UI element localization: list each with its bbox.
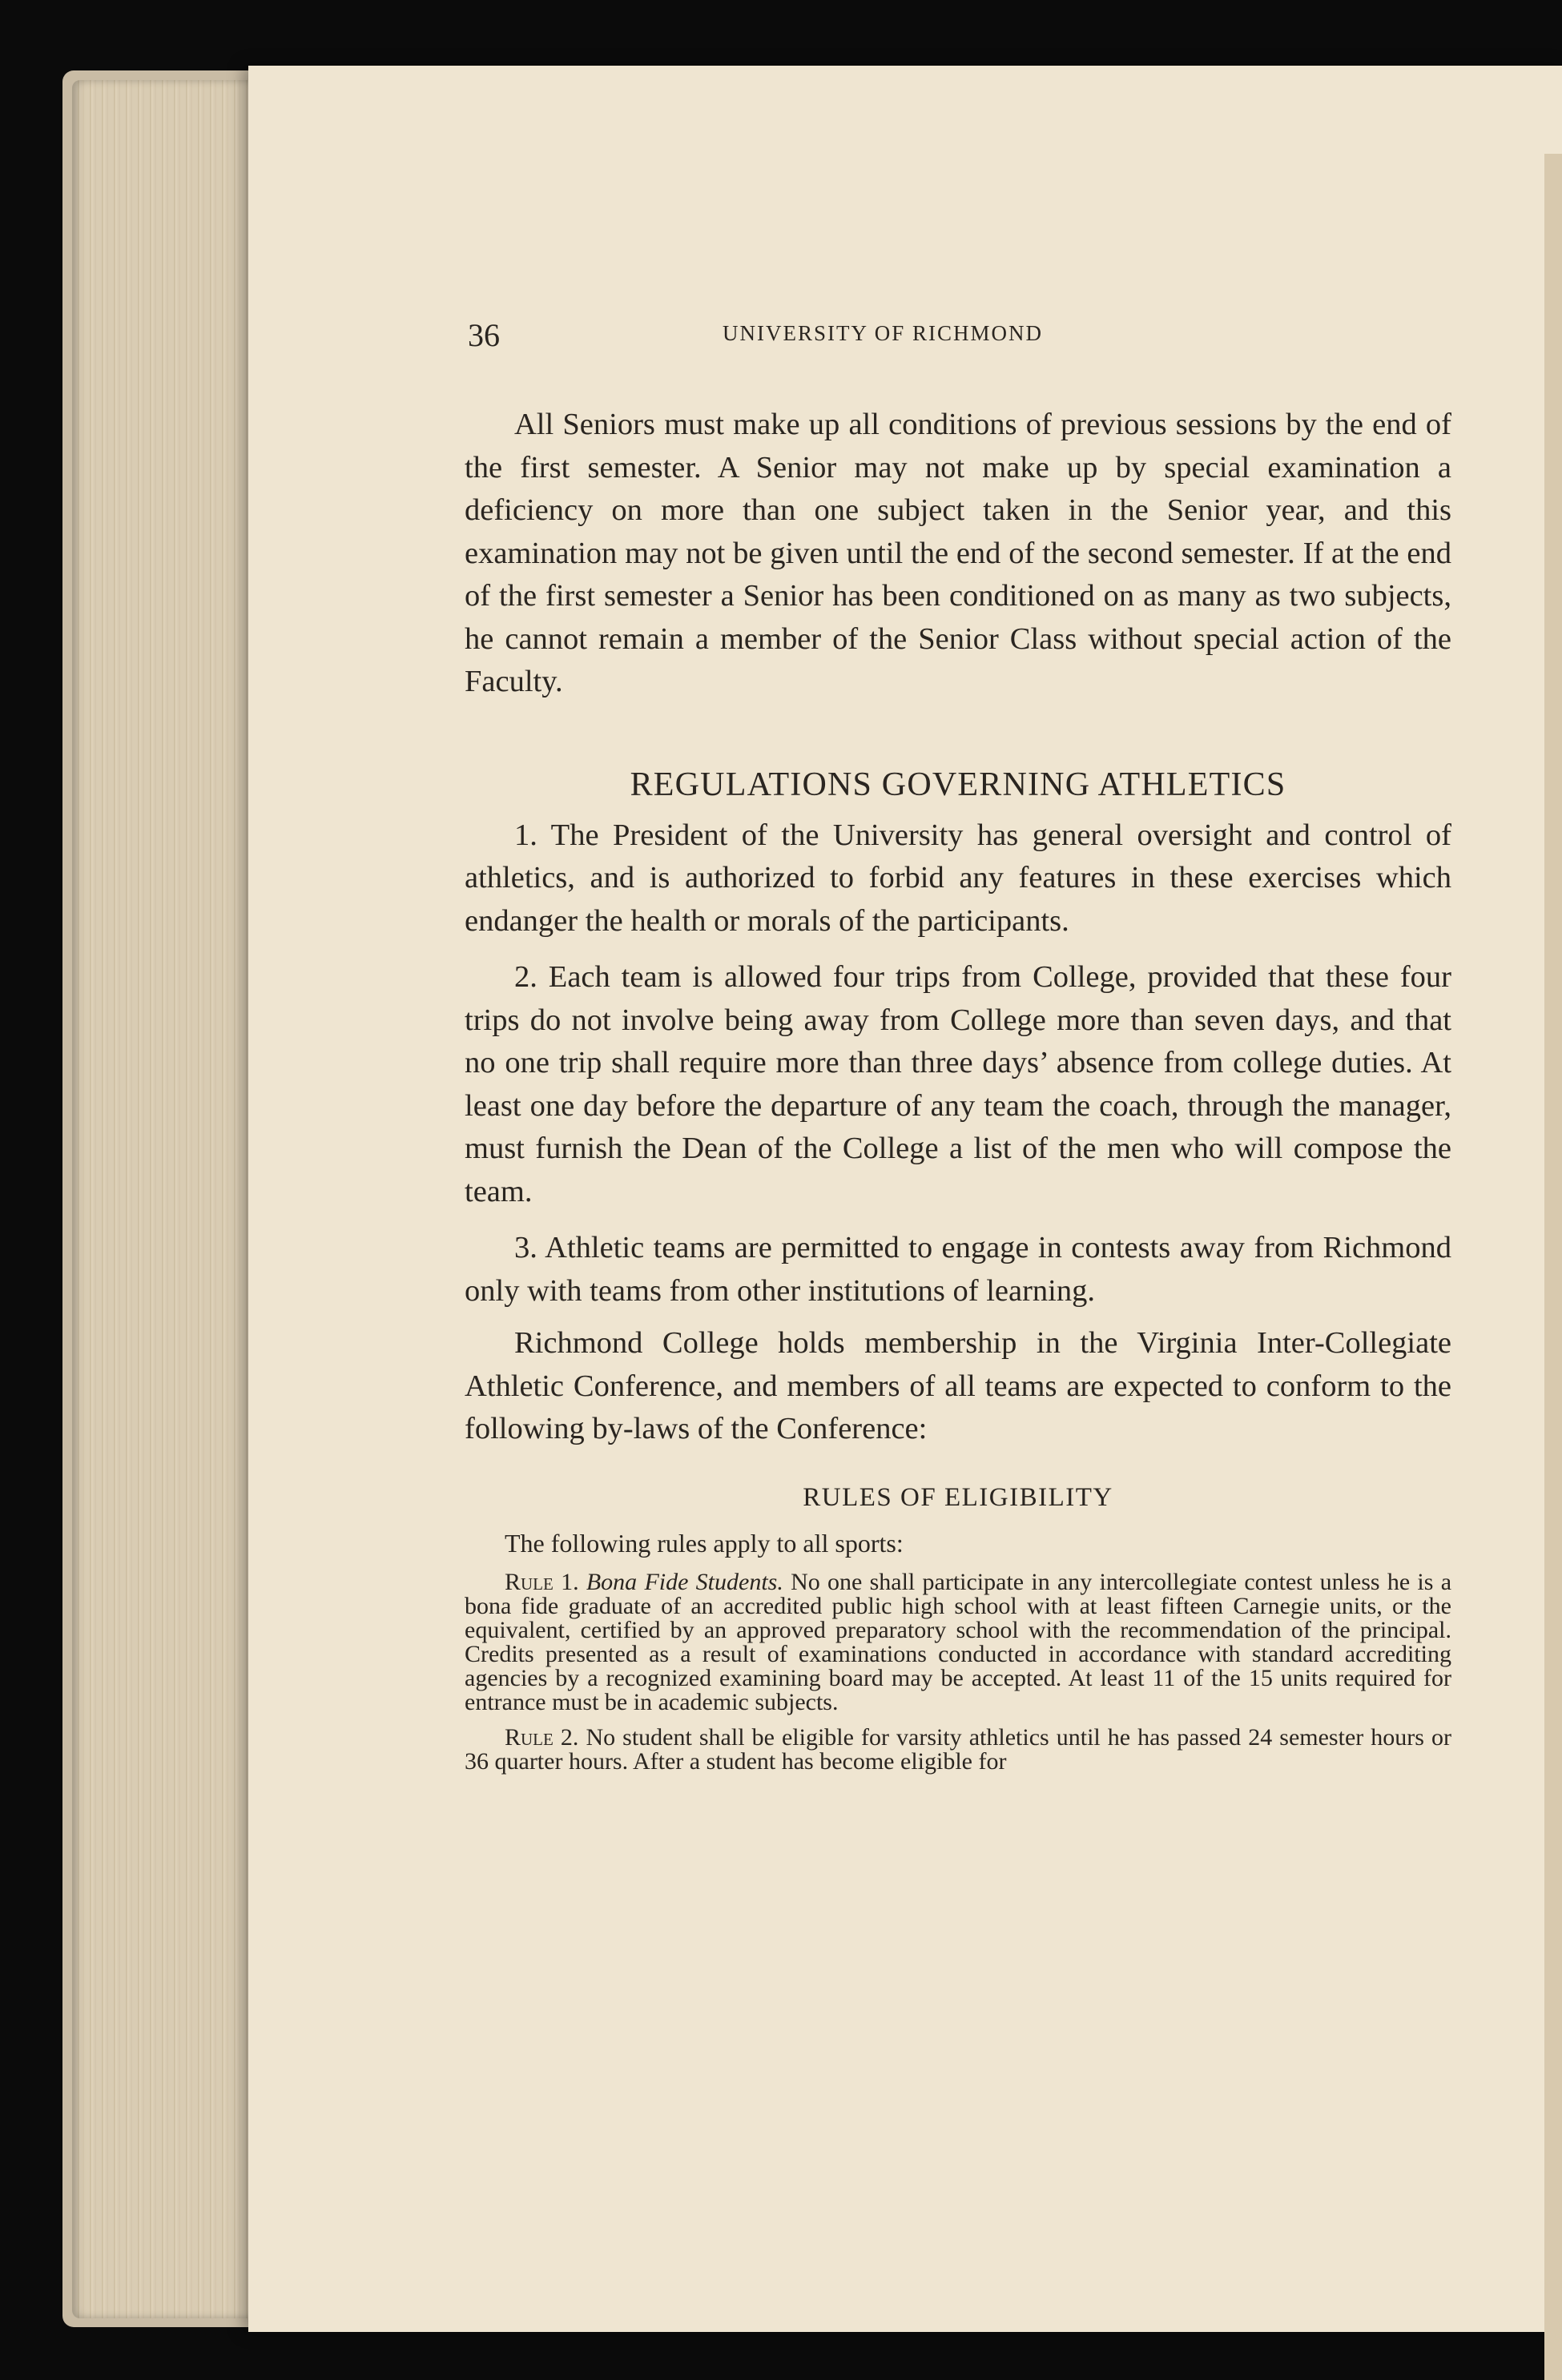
rule-1 xyxy=(465,1570,1451,1715)
rule-1-label: Rule 1. xyxy=(505,1568,579,1595)
running-header-title: UNIVERSITY OF RICHMOND xyxy=(723,321,1044,345)
section-heading: REGULATIONS GOVERNING ATHLETICS xyxy=(630,766,1286,803)
page-edges xyxy=(72,80,264,2318)
subheading-eligibility: RULES OF ELIGIBILITY xyxy=(803,1482,1113,1512)
page-gutter-edge xyxy=(1544,154,1562,2380)
page-content xyxy=(465,316,1451,1774)
rule-2 xyxy=(465,1723,1452,1775)
running-head xyxy=(465,316,1451,364)
rule-2-text: No student shall be eligible for varsity athletics until he has passed 24 semester hours or 36 quarter hours. After a student has become eligible for xyxy=(465,1723,1452,1775)
paragraph-senior-conditions: All Seniors must make up all conditions of previous sessions by the end of the first semester. A Senior may not make up by special examination a deficiency on more than one subject taken in the Senior year, and this examination may not be given until the end of the second semester. If at the end of the first semester a Senior has been conditioned on as many as two subjects, he cannot remain a member of the Senior Class without special action of the Faculty. xyxy=(465,408,1451,698)
rules-intro: The following rules apply to all sports: xyxy=(505,1528,904,1558)
page-number: 36 xyxy=(468,317,500,353)
regulation-item-3: 3. Athletic teams are permitted to engage in contests away from Richmond only with teams from other institutions of learning. xyxy=(465,1231,1451,1308)
paragraph-conference: Richmond College holds membership in the Virginia Inter-Collegiate Athletic Conference, and members of all teams are expected to conform to the following by-laws of the Conference: xyxy=(465,1326,1451,1445)
rule-1-text: No one shall participate in any intercollegiate contest unless he is a bona fide graduate of an accredited public high school with at least fifteen Carnegie units, or the equivalent, certified by an approved preparatory school with the recommendation of the principal. Credits presented as a result of examinations conducted in accordance with standard accrediting agencies by a recognized examining board may be accepted. At least 11 of the 15 units required for entrance must be in academic subjects. xyxy=(465,1568,1452,1715)
regulation-item-2: 2. Each team is allowed four trips from College, provided that these four trips do not involve being away from College more than seven days, and that no one trip shall require more than three days’ absence from college duties. At least one day before the departure of any team the coach, through the manager, must furnish the Dean of the College a list of the men who will compose the team. xyxy=(465,960,1451,1208)
rule-1-title: Bona Fide Students. xyxy=(586,1568,783,1595)
rule-2-label: Rule 2. xyxy=(505,1723,579,1751)
regulation-item-1: 1. The President of the University has general oversight and control of athletics, and is authorized to forbid any features in these exercises which endanger the health or morals of the participants. xyxy=(465,818,1451,938)
